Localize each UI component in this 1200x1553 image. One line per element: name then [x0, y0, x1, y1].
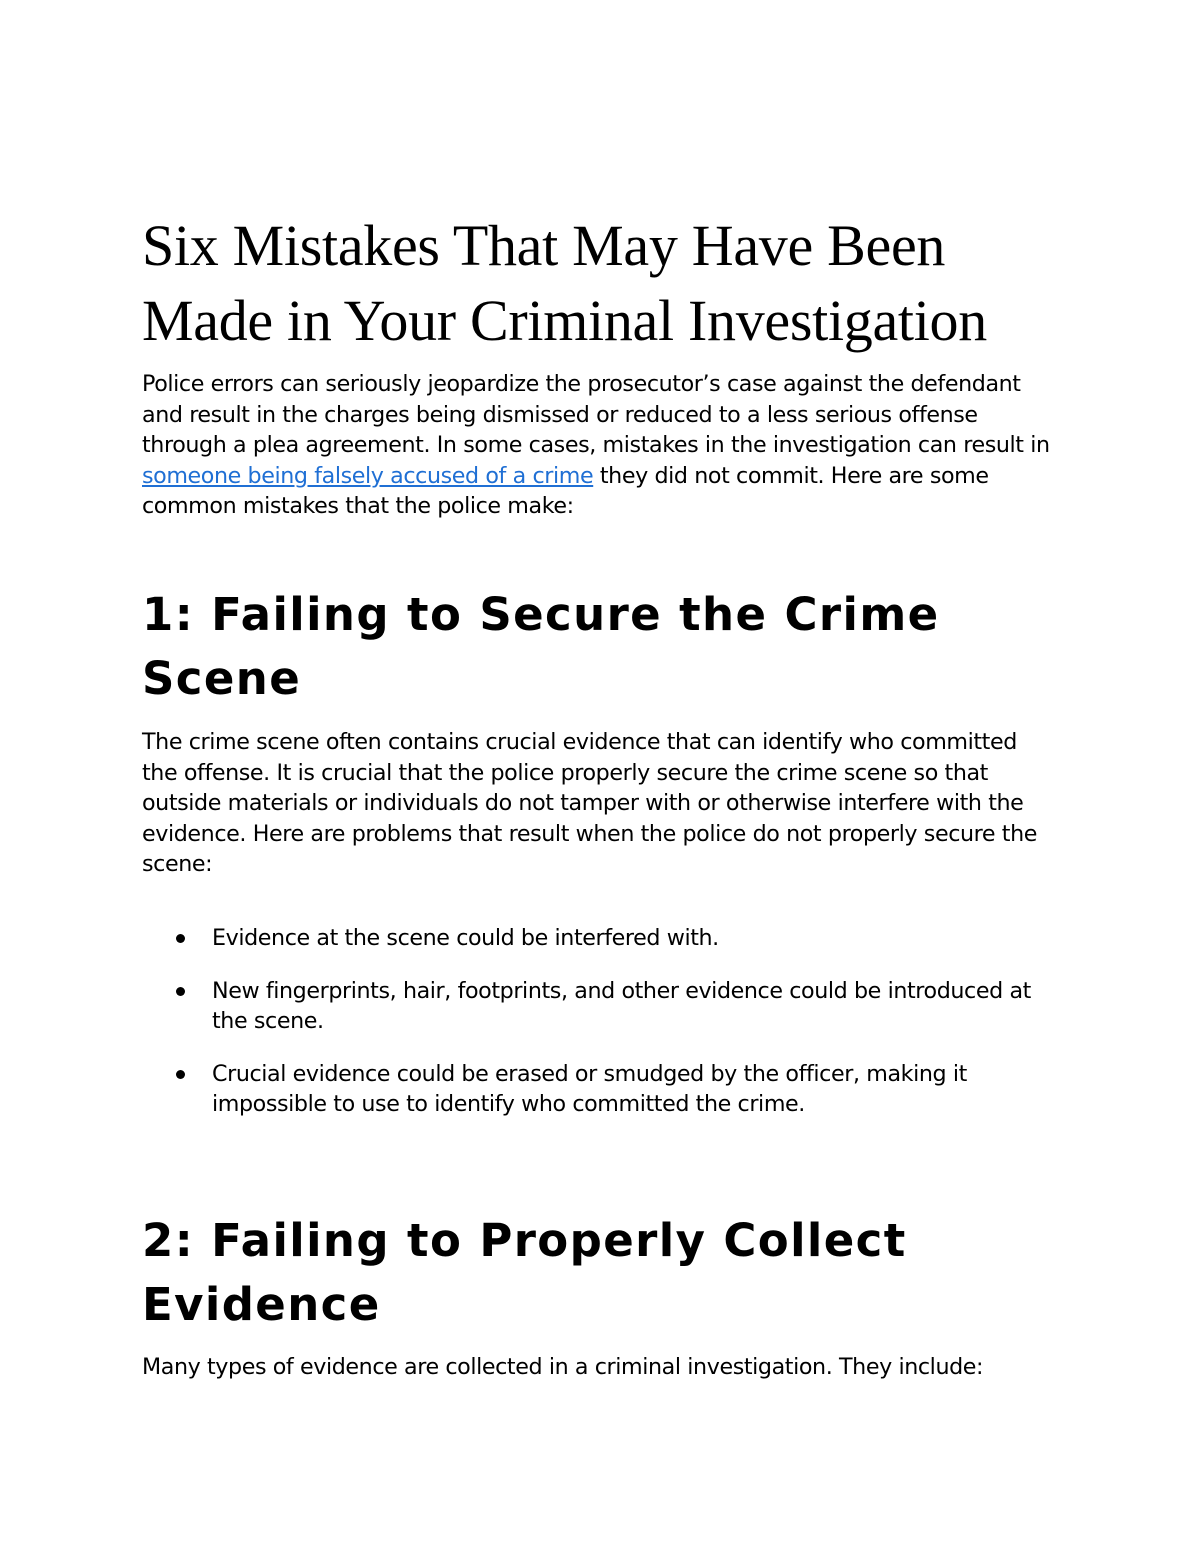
falsely-accused-link[interactable]: someone being falsely accused of a crime	[142, 462, 594, 489]
bullet-icon	[176, 934, 185, 943]
section-2-heading: 2: Failing to Properly Collect Evidence	[142, 1214, 907, 1331]
section-2-paragraph: Many types of evidence are collected in a criminal investigation. They include:	[142, 1354, 984, 1380]
document-title: Six Mistakes That May Have Been Made in Your Criminal Investigation	[142, 213, 987, 353]
section-1-paragraph: The crime scene often contains crucial evidence that can identify who committed the offense. It is crucial that the police properly secure the crime scene so that outside materials or individuals do not tamper with or otherwise interfere with the evidence. Here are problems that result when the police do not properly secure the scene:	[142, 729, 1038, 878]
intro-text-after-link: they did not commit. Here are some common mistakes that the police make:	[142, 462, 989, 520]
list-item-text: Evidence at the scene could be interfered with.	[212, 925, 719, 951]
list-item	[142, 976, 1042, 1037]
intro-text-before-link: Police errors can seriously jeopardize the prosecutor’s case against the defendant and result in the charges being dismissed or reduced to a less serious offense through a plea agreement. In some cases, mistakes in the investigation can result in	[142, 371, 1050, 459]
list-item	[142, 923, 1042, 954]
list-item-text: Crucial evidence could be erased or smudged by the officer, making it impossible to use to identify who committed the crime.	[212, 1060, 967, 1118]
bullet-icon	[176, 987, 185, 996]
bullet-icon	[176, 1070, 185, 1079]
intro-paragraph	[142, 369, 1057, 522]
list-item	[142, 1059, 1042, 1120]
section-1-heading: 1: Failing to Secure the Crime Scene	[142, 588, 940, 705]
section-1-bullet-list	[142, 923, 1042, 1142]
list-item-text: New fingerprints, hair, footprints, and other evidence could be introduced at the scene.	[212, 977, 1031, 1035]
